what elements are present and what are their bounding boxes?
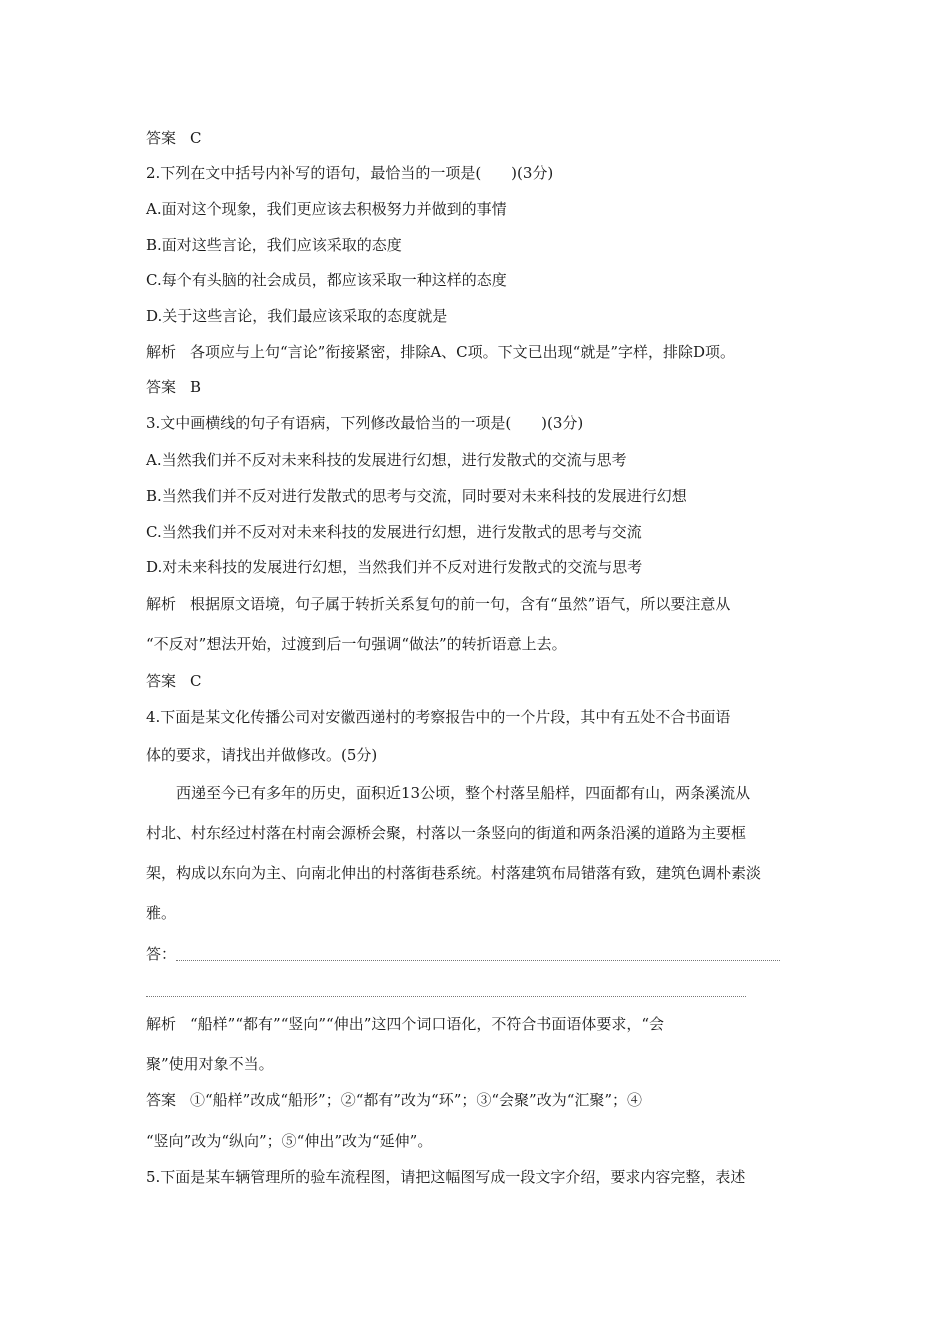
passage-line: 西递至今已有多年的历史，面积近13公顷，整个村落呈船样，四面都有山，两条溪流从 [176, 784, 751, 802]
question-5: 5.下面是某车辆管理所的验车流程图，请把这幅图写成一段文字介绍，要求内容完整，表述 [146, 1168, 746, 1186]
analysis-text: “船样”“都有”“竖向”“伸出”这四个词口语化，不符合书面语体要求，“会 [190, 1015, 665, 1033]
answer-blank-line[interactable] [176, 960, 780, 961]
answer-line [146, 128, 202, 148]
question-4: 4.下面是某文化传播公司对安徽西递村的考察报告中的一个片段，其中有五处不合书面语 [146, 708, 731, 726]
answer-value: C [190, 672, 202, 690]
analysis-line [146, 342, 735, 362]
passage-line: 架，构成以东向为主、向南北伸出的村落街巷系统。村落建筑布局错落有致，建筑色调朴素淡 [146, 864, 762, 882]
answer-line [146, 377, 201, 397]
analysis-label: 解析 [146, 1015, 177, 1033]
question-3: 3.文中画横线的句子有语病，下列修改最恰当的一项是( )(3分) [146, 414, 584, 432]
option-a: A.当然我们并不反对未来科技的发展进行幻想，进行发散式的交流与思考 [146, 451, 627, 469]
analysis-text: 各项应与上句“言论”衔接紧密，排除A、C项。下文已出现“就是”字样，排除D项。 [190, 343, 736, 361]
answer-prompt: 答： [146, 945, 177, 963]
answer-label: 答案 [146, 378, 177, 396]
analysis-label: 解析 [146, 343, 177, 361]
analysis-line [146, 594, 730, 614]
analysis-text: 根据原文语境，句子属于转折关系复句的前一句，含有“虽然”语气，所以要注意从 [190, 595, 731, 613]
answer-text: ①“船样”改成“船形”；②“都有”改为“环”；③“会聚”改为“汇聚”；④ [190, 1091, 643, 1109]
answer-label: 答案 [146, 672, 177, 690]
answer-label: 答案 [146, 1091, 177, 1109]
option-d: D.对未来科技的发展进行幻想，当然我们并不反对进行发散式的交流与思考 [146, 558, 643, 576]
passage-line: 村北、村东经过村落在村南会源桥会聚，村落以一条竖向的街道和两条沿溪的道路为主要框 [146, 824, 747, 842]
answer-label: 答案 [146, 129, 177, 147]
answer-value: C [190, 129, 202, 147]
answer-value: B [190, 378, 202, 396]
answer-blank-line[interactable] [146, 996, 746, 997]
answer-line [146, 1090, 642, 1110]
option-c: C.每个有头脑的社会成员，都应该采取一种这样的态度 [146, 271, 507, 289]
question-2: 2.下列在文中括号内补写的语句，最恰当的一项是( )(3分) [146, 164, 554, 182]
question-4-continuation: 体的要求，请找出并做修改。(5分) [146, 746, 378, 764]
option-d: D.关于这些言论，我们最应该采取的态度就是 [146, 307, 448, 325]
option-b: B.面对这些言论，我们应该采取的态度 [146, 236, 402, 254]
option-b: B.当然我们并不反对进行发散式的思考与交流，同时要对未来科技的发展进行幻想 [146, 487, 687, 505]
option-a: A.面对这个现象，我们更应该去积极努力并做到的事情 [146, 200, 507, 218]
answer-continuation: “竖向”改为“纵向”；⑤“伸出”改为“延伸”。 [146, 1132, 433, 1150]
answer-line [146, 671, 202, 691]
passage-line: 雅。 [146, 904, 177, 922]
option-c: C.当然我们并不反对对未来科技的发展进行幻想，进行发散式的思考与交流 [146, 523, 642, 541]
analysis-line [146, 1014, 664, 1034]
analysis-continuation: “不反对”想法开始，过渡到后一句强调“做法”的转折语意上去。 [146, 635, 567, 653]
analysis-continuation: 聚”使用对象不当。 [146, 1055, 274, 1073]
analysis-label: 解析 [146, 595, 177, 613]
